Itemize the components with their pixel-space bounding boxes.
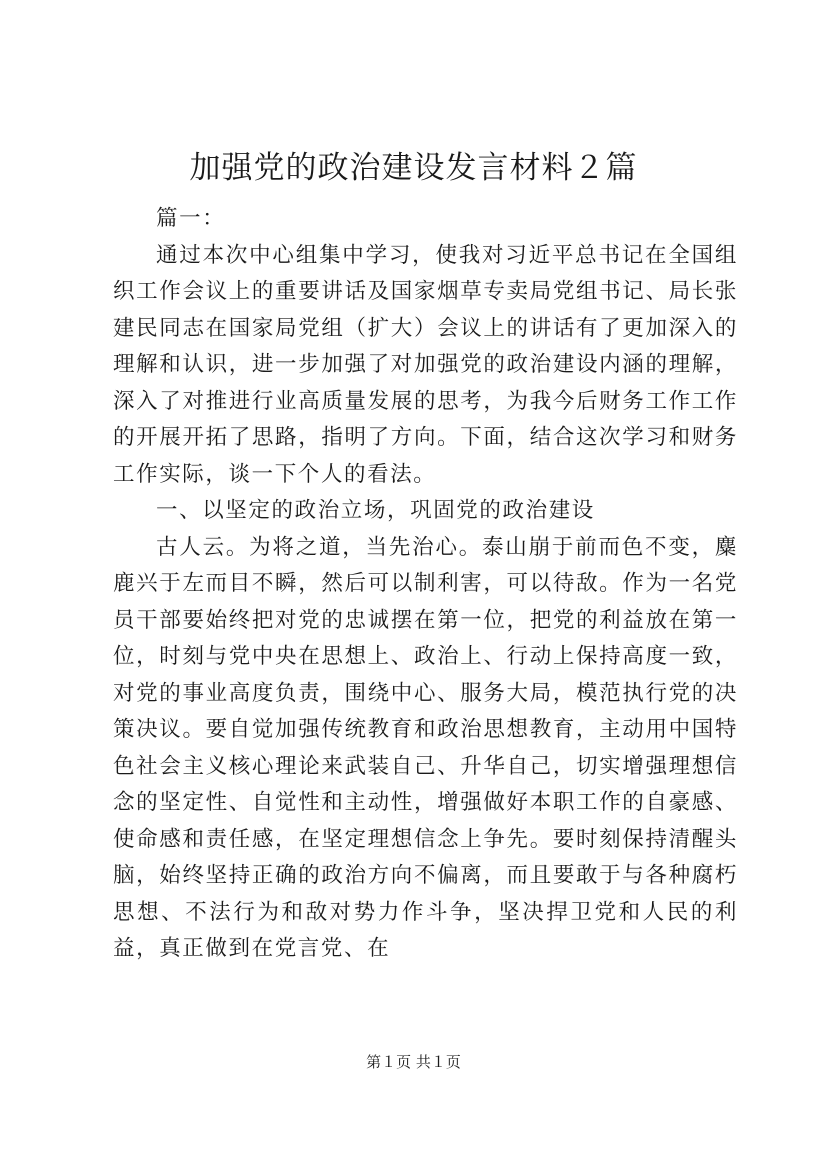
section-heading: 一、以坚定的政治立场，巩固党的政治建设 bbox=[156, 498, 595, 523]
document-title: 加强党的政治建设发言材料２篇 bbox=[189, 150, 638, 186]
document-body bbox=[113, 201, 738, 968]
body-paragraph: 古人云。为将之道，当先治心。泰山崩于前而色不变，麋鹿兴于左而目不瞬，然后可以制利害，可以待敌。作为一名党员干部要始终把对党的忠诚摆在第一位，把党的利益放在第一位，时刻与党中央在思想上、政治上、行动上保持高度一致，对党的事业高度负责，围绕中心、服务大局，模范执行党的决策决议。要自觉加强传统教育和政治思想教育，主动用中国特色社会主义核心理论来武装自己、升华自己，切实增强理想信念的坚定性、自觉性和主动性，增强做好本职工作的自豪感、使命感和责任感，在坚定理想信念上争先。要时刻保持清醒头脑，始终坚持正确的政治方向不偏离，而且要敢于与各种腐朽思想、不法行为和敌对势力作斗争，坚决捍卫党和人民的利益，真正做到在党言党、在 bbox=[113, 534, 738, 961]
section-label: 篇一： bbox=[156, 206, 226, 231]
body-paragraph: 通过本次中心组集中学习，使我对习近平总书记在全国组织工作会议上的重要讲话及国家烟草专卖局党组书记、局长张建民同志在国家局党组（扩大）会议上的讲话有了更加深入的理解和认识，进一步加强了对加强党的政治建设内涵的理解，深入了对推进行业高质量发展的思考，为我今后财务工作工作的开展开拓了思路，指明了方向。下面，结合这次学习和财务工作实际，谈一下个人的看法。 bbox=[113, 242, 738, 487]
page-footer: 第１页 共１页 bbox=[366, 1053, 461, 1071]
